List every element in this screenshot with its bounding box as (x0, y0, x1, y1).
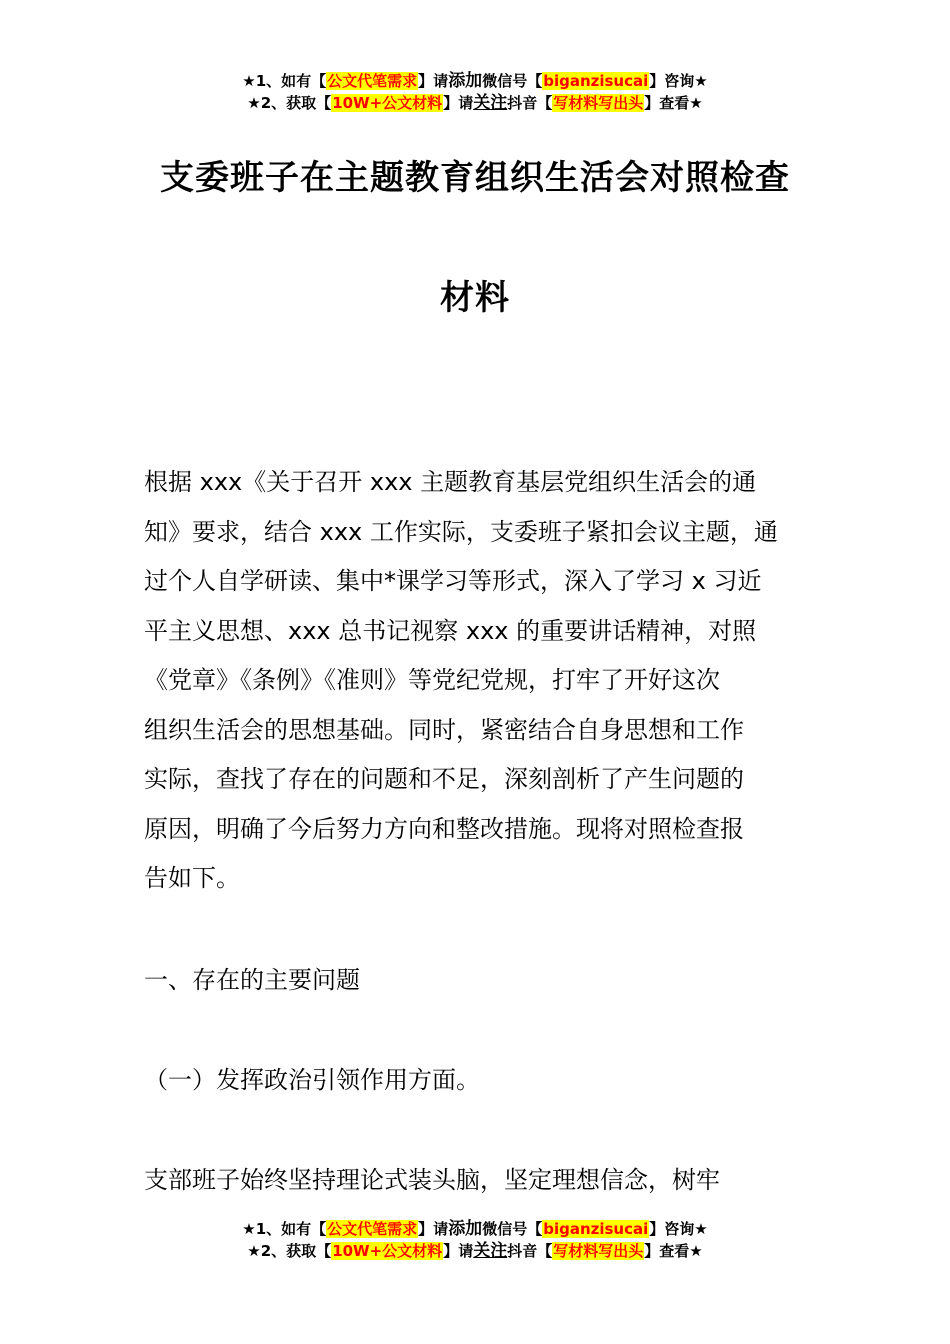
paragraph-line: 平主义思想、xxx 总书记视察 xxx 的重要讲话精神，对照 (144, 616, 757, 645)
paragraph-line: 原因，明确了今后努力方向和整改措施。现将对照检查报 (144, 814, 744, 843)
intro-paragraph (144, 458, 810, 904)
banner-highlight: 公文代笔需求 (327, 1220, 418, 1238)
document-title-line-1: 支委班子在主题教育组织生活会对照检查 (160, 158, 790, 198)
section-paragraph: 支部班子始终坚持理论式装头脑，坚定理想信念，树牢 (144, 1166, 720, 1194)
banner-text: 】查看★ (644, 94, 703, 112)
banner-wechat-id: biganzisucai (543, 1220, 649, 1238)
banner-text: 】咨询★ (649, 1220, 708, 1238)
banner-text: ★1、如有【 (242, 72, 327, 90)
banner-text: ★2、获取【 (247, 1242, 332, 1260)
paragraph-line: 《党章》《条例》《准则》等党纪党规，打牢了开好这次 (144, 666, 720, 694)
banner-text: 】咨询★ (649, 72, 708, 90)
banner-text: 】请 (418, 1220, 449, 1238)
banner-text: ★2、获取【 (247, 94, 332, 112)
banner-text: 微信号【 (482, 1220, 543, 1238)
document-title-line-2: 材料 (440, 278, 510, 318)
bottom-banner (0, 1218, 950, 1262)
banner-highlight: 公文代笔需求 (327, 72, 418, 90)
banner-text: 】请 (443, 1242, 474, 1260)
banner-text: 】请 (418, 72, 449, 90)
banner-wechat-id: biganzisucai (543, 72, 649, 90)
paragraph-line: 知》要求，结合 xxx 工作实际，支委班子紧扣会议主题，通 (144, 517, 778, 546)
banner-text: 抖音【 (507, 1242, 553, 1260)
subsection-heading: （一）发挥政治引领作用方面。 (144, 1066, 480, 1094)
banner-text: 抖音【 (507, 94, 553, 112)
paragraph-line: 实际，查找了存在的问题和不足，深刻剖析了产生问题的 (144, 765, 744, 793)
banner-line-2 (0, 92, 950, 114)
banner-line-1 (0, 1218, 950, 1240)
banner-emphasis: 关注 (473, 1241, 508, 1261)
banner-highlight: 写材料写出头 (553, 1242, 644, 1260)
paragraph-line: 根据 xxx《关于召开 xxx 主题教育基层党组织生活会的通 (144, 468, 757, 496)
banner-emphasis: 关注 (473, 93, 508, 113)
banner-highlight: 10W+公文材料 (332, 1242, 443, 1260)
banner-text: ★1、如有【 (242, 1220, 327, 1238)
banner-emphasis: 添加 (448, 71, 483, 91)
banner-text: 】查看★ (644, 1242, 703, 1260)
banner-line-1 (0, 70, 950, 92)
paragraph-line: 组织生活会的思想基础。同时，紧密结合自身思想和工作 (144, 715, 744, 744)
section-heading: 一、存在的主要问题 (144, 966, 360, 994)
paragraph-line: 告如下。 (144, 864, 240, 892)
banner-highlight: 写材料写出头 (553, 94, 644, 112)
banner-text: 】请 (443, 94, 474, 112)
banner-line-2 (0, 1240, 950, 1262)
paragraph-line: 过个人自学研读、集中*课学习等形式，深入了学习 x 习近 (144, 567, 762, 595)
banner-text: 微信号【 (482, 72, 543, 90)
banner-highlight: 10W+公文材料 (332, 94, 443, 112)
banner-emphasis: 添加 (448, 1219, 483, 1239)
top-banner (0, 70, 950, 114)
